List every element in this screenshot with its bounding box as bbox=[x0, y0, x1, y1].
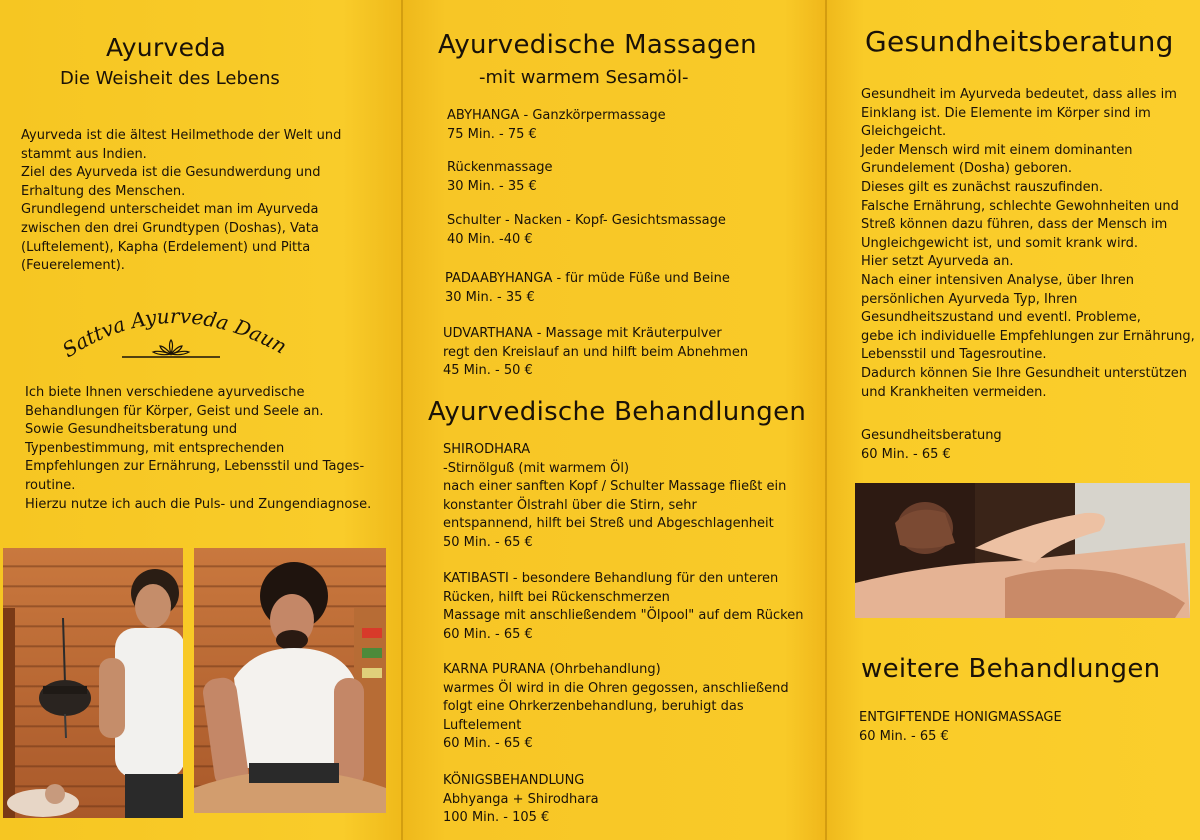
intro-line: (Luftelement), Kapha (Erdelement) und Pitta bbox=[21, 239, 311, 255]
consult-line: Falsche Ernährung, schlechte Gewohnheiten und bbox=[861, 198, 1179, 214]
consult-line: Jeder Mensch wird mit einem dominanten bbox=[861, 142, 1133, 158]
item-line: KATIBASTI - besondere Behandlung für den unteren bbox=[443, 571, 779, 586]
more-item bbox=[859, 709, 1062, 746]
consult-line: Gesundheit im Ayurveda bedeutet, dass alles im bbox=[861, 87, 1177, 102]
consult-line: Grundelement (Dosha) geboren. bbox=[861, 161, 1072, 177]
item-line: SHIRODHARA bbox=[443, 442, 531, 457]
intro-line: Grundlegend unterscheidet man im Ayurveda bbox=[21, 202, 319, 218]
consult-line: Hier setzt Ayurveda an. bbox=[861, 254, 1014, 270]
consult-line: Dieses gilt es zunächst rauszufinden. bbox=[861, 179, 1103, 195]
item-line: regt den Kreislauf an und hilft beim Abnehmen bbox=[443, 344, 749, 360]
consult-line: Nach einer intensiven Analyse, über Ihren bbox=[861, 272, 1134, 288]
treatment-item bbox=[443, 772, 599, 828]
panel-right bbox=[827, 0, 1200, 840]
item-price: 40 Min. -40 € bbox=[447, 231, 533, 247]
sattva-logo bbox=[50, 296, 300, 376]
item-line: entspannend, hilft bei Streß und Abgeschlagenheit bbox=[443, 516, 774, 532]
item-line: Gesundheitsberatung bbox=[861, 428, 1002, 443]
services-line: Empfehlungen zur Ernährung, Lebensstil und Tages- bbox=[25, 459, 365, 475]
item-line: -Stirnölguß (mit warmem Öl) bbox=[443, 460, 630, 476]
item-line: Rücken, hilft bei Rückenschmerzen bbox=[443, 589, 670, 605]
item-price: 50 Min. - 65 € bbox=[443, 534, 533, 550]
item-line: Luftelement bbox=[443, 717, 522, 733]
services-text bbox=[25, 384, 397, 514]
item-line: warmes Öl wird in die Ohren gegossen, anschließend bbox=[443, 680, 789, 696]
sattva-logo-graphic bbox=[50, 296, 300, 376]
panel-title-ayurveda: Ayurveda bbox=[106, 33, 227, 62]
panel-subtitle: Die Weisheit des Lebens bbox=[60, 68, 280, 89]
massage-item bbox=[447, 212, 726, 249]
intro-text bbox=[21, 127, 391, 276]
treatment-item bbox=[443, 441, 786, 553]
massage-item bbox=[447, 159, 553, 196]
services-line: Typenbestimmung, mit entsprechenden bbox=[25, 440, 285, 456]
item-price: 30 Min. - 35 € bbox=[445, 289, 535, 305]
massage-item bbox=[447, 107, 666, 144]
item-line: folgt eine Ohrkerzenbehandlung, beruhigt das bbox=[443, 699, 744, 715]
consult-title: Gesundheitsberatung bbox=[865, 25, 1174, 58]
massage-title: Ayurvedische Massagen bbox=[438, 30, 757, 60]
item-line: UDVARTHANA - Massage mit Kräuterpulver bbox=[443, 326, 722, 341]
panel-left bbox=[0, 0, 403, 840]
treatment-item bbox=[443, 570, 803, 644]
massage-item bbox=[443, 325, 748, 381]
intro-line: (Feuerelement). bbox=[21, 258, 125, 274]
consult-line: Gleichgeicht. bbox=[861, 124, 947, 140]
item-price: 60 Min. - 65 € bbox=[859, 728, 949, 744]
intro-line: Ziel des Ayurveda ist die Gesundwerdung und bbox=[21, 165, 321, 181]
services-line: Behandlungen für Körper, Geist und Seele an. bbox=[25, 403, 324, 419]
services-line: Ich biete Ihnen verschiedene ayurvedische bbox=[25, 385, 305, 400]
treatments-title: Ayurvedische Behandlungen bbox=[428, 397, 807, 427]
item-line: nach einer sanften Kopf / Schulter Massage fließt ein bbox=[443, 479, 787, 495]
photo-massage-graphic bbox=[194, 548, 386, 813]
item-price: 45 Min. - 50 € bbox=[443, 363, 533, 379]
consult-price-item bbox=[861, 427, 1002, 464]
consult-line: Gesundheitszustand und eventl. Probleme, bbox=[861, 310, 1141, 326]
photo-pulse-graphic bbox=[855, 483, 1190, 618]
intro-line: stammt aus Indien. bbox=[21, 146, 147, 162]
consult-text bbox=[861, 86, 1197, 402]
photo-pulse-diagnosis bbox=[855, 483, 1190, 618]
services-line: Hierzu nutze ich auch die Puls- und Zungendiagnose. bbox=[25, 496, 372, 512]
item-price: 75 Min. - 75 € bbox=[447, 126, 537, 142]
consult-line: Lebensstil und Tagesroutine. bbox=[861, 347, 1047, 363]
services-line: routine. bbox=[25, 477, 76, 493]
consult-line: persönlichen Ayurveda Typ, Ihren bbox=[861, 291, 1078, 307]
consult-line: gebe ich individuelle Empfehlungen zur Ernährung, bbox=[861, 328, 1195, 344]
item-price: 30 Min. - 35 € bbox=[447, 178, 537, 194]
photo-massage bbox=[194, 548, 386, 813]
consult-line: Dadurch können Sie Ihre Gesundheit unterstützen bbox=[861, 365, 1188, 381]
item-price: 60 Min. - 65 € bbox=[443, 626, 533, 642]
item-line: ABYHANGA - Ganzkörpermassage bbox=[447, 108, 666, 123]
intro-line: Erhaltung des Menschen. bbox=[21, 183, 186, 199]
consult-line: und Krankheiten vermeiden. bbox=[861, 384, 1047, 400]
item-line: Rückenmassage bbox=[447, 160, 553, 175]
more-title: weitere Behandlungen bbox=[861, 654, 1161, 684]
item-line: KARNA PURANA (Ohrbehandlung) bbox=[443, 662, 661, 677]
intro-line: Ayurveda ist die ältest Heilmethode der Welt und bbox=[21, 128, 342, 143]
item-line: ENTGIFTENDE HONIGMASSAGE bbox=[859, 710, 1062, 725]
treatment-item bbox=[443, 661, 789, 754]
item-price: 60 Min. - 65 € bbox=[443, 736, 533, 752]
panel-middle bbox=[403, 0, 827, 840]
item-line: KÖNIGSBEHANDLUNG bbox=[443, 773, 585, 788]
item-price: 60 Min. - 65 € bbox=[861, 446, 951, 462]
massage-subtitle: -mit warmem Sesamöl- bbox=[479, 67, 689, 88]
logo-text: Sattva Ayurveda Daun bbox=[57, 303, 291, 363]
item-line: konstanter Ölstrahl über die Stirn, sehr bbox=[443, 497, 697, 513]
photo-shirodhara bbox=[3, 548, 183, 818]
item-line: Abhyanga + Shirodhara bbox=[443, 791, 599, 807]
item-line: Massage mit anschließendem "Ölpool" auf dem Rücken bbox=[443, 608, 804, 624]
item-price: 100 Min. - 105 € bbox=[443, 810, 550, 826]
consult-line: Streß können dazu führen, dass der Mensch im bbox=[861, 217, 1168, 233]
photo-shirodhara-graphic bbox=[3, 548, 183, 818]
item-line: PADAABYHANGA - für müde Füße und Beine bbox=[445, 271, 730, 286]
intro-line: zwischen den drei Grundtypen (Doshas), Vata bbox=[21, 220, 319, 236]
lotus-icon bbox=[153, 340, 189, 355]
consult-line: Einklang ist. Die Elemente im Körper sind im bbox=[861, 105, 1151, 121]
massage-item bbox=[445, 270, 730, 307]
consult-line: Ungleichgewicht ist, und somit krank wird. bbox=[861, 235, 1139, 251]
services-line: Sowie Gesundheitsberatung und bbox=[25, 422, 238, 438]
item-line: Schulter - Nacken - Kopf- Gesichtsmassage bbox=[447, 213, 726, 228]
